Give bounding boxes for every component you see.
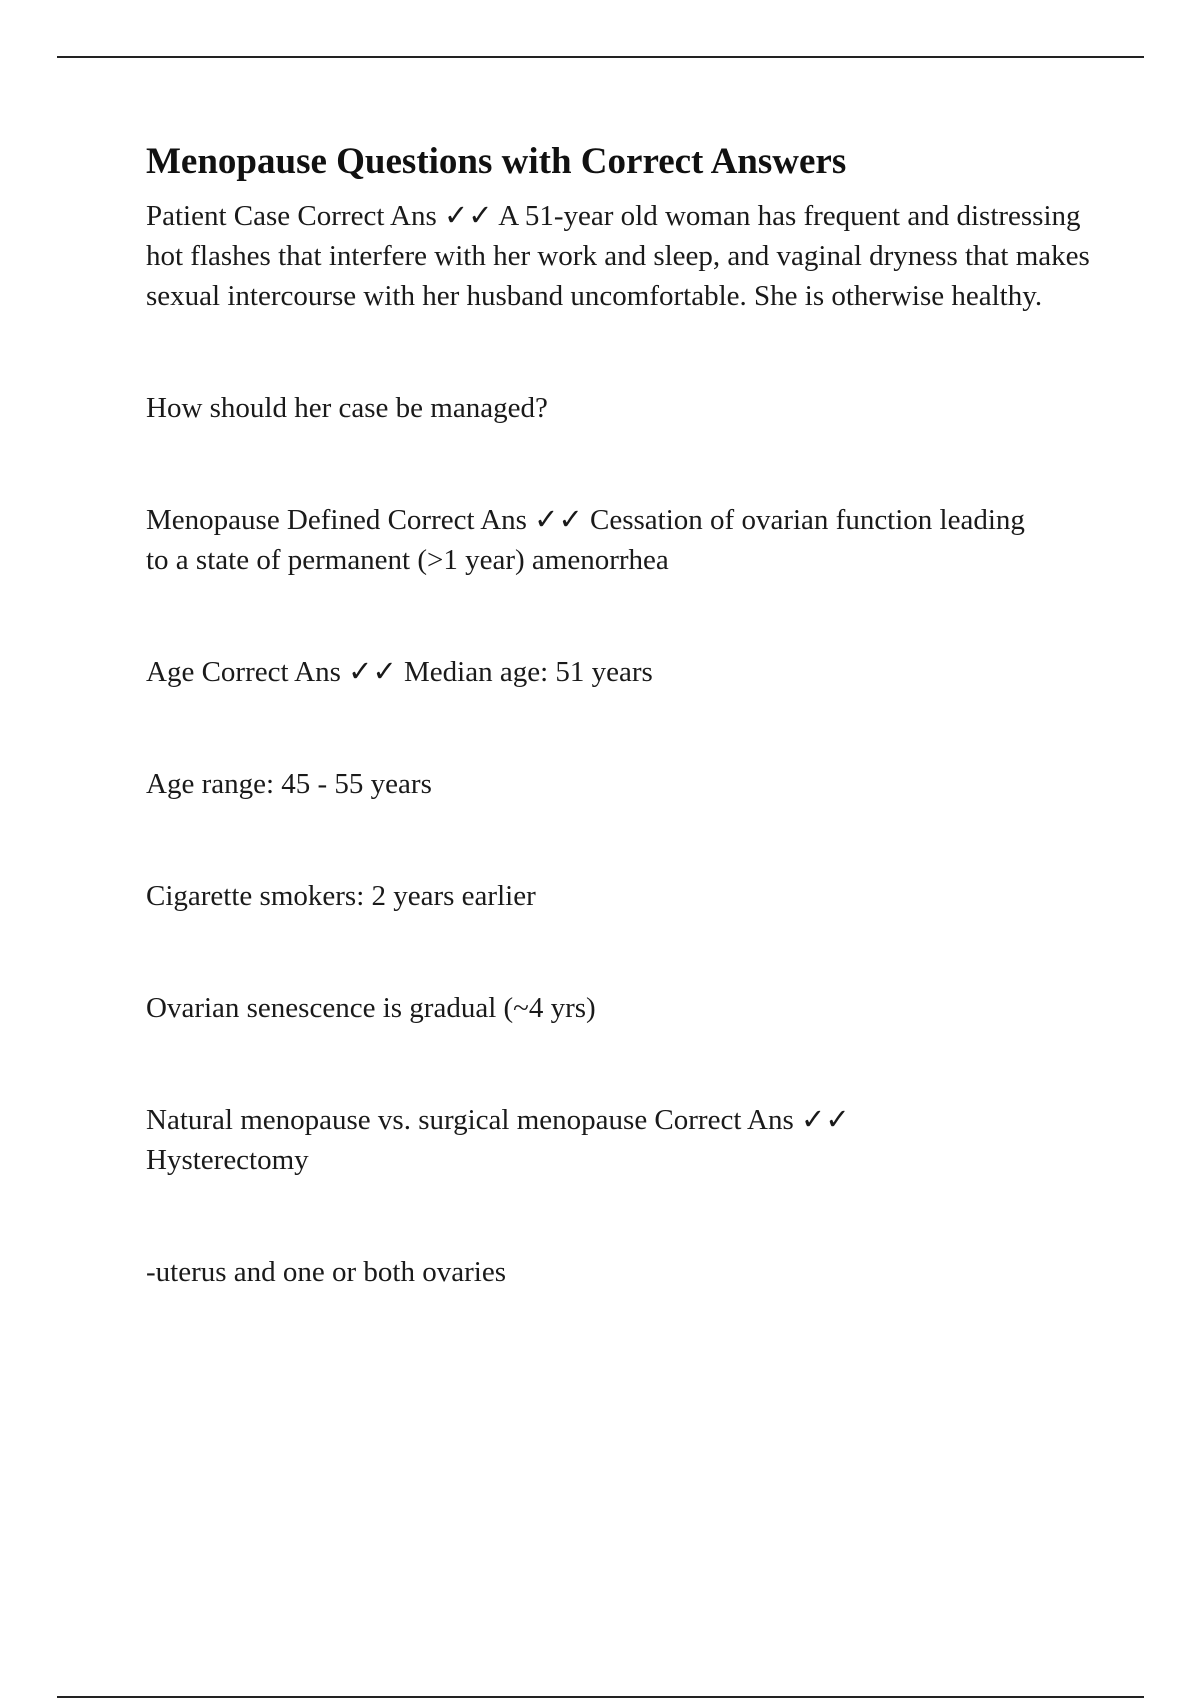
document-body: [146, 140, 1106, 1292]
paragraph-menopause-defined: Menopause Defined Correct Ans ✓✓ Cessation of ovarian function leading to a state of permanent (>1 year) amenorrhea: [146, 504, 1025, 576]
paragraph-ovarian-senescence: Ovarian senescence is gradual (~4 yrs): [146, 992, 596, 1024]
paragraph-natural-vs-surgical: Natural menopause vs. surgical menopause Correct Ans ✓✓ Hysterectomy: [146, 1104, 850, 1176]
paragraph-cigarette-smokers: Cigarette smokers: 2 years earlier: [146, 880, 536, 912]
paragraph-uterus-ovaries: -uterus and one or both ovaries: [146, 1256, 506, 1288]
paragraph-age-range: Age range: 45 - 55 years: [146, 768, 432, 800]
document-title: Menopause Questions with Correct Answers: [146, 141, 847, 182]
bottom-divider: [57, 1696, 1144, 1698]
paragraph-median-age: Age Correct Ans ✓✓ Median age: 51 years: [146, 656, 653, 688]
paragraph-patient-case: Patient Case Correct Ans ✓✓ A 51-year old woman has frequent and distressing hot flashes that interfere with her work and sleep, and vaginal dryness that makes sexual intercourse with her husband uncomfortable. She is otherwise healthy.: [146, 200, 1090, 312]
paragraph-management-question: How should her case be managed?: [146, 392, 548, 424]
top-divider: [57, 56, 1144, 58]
